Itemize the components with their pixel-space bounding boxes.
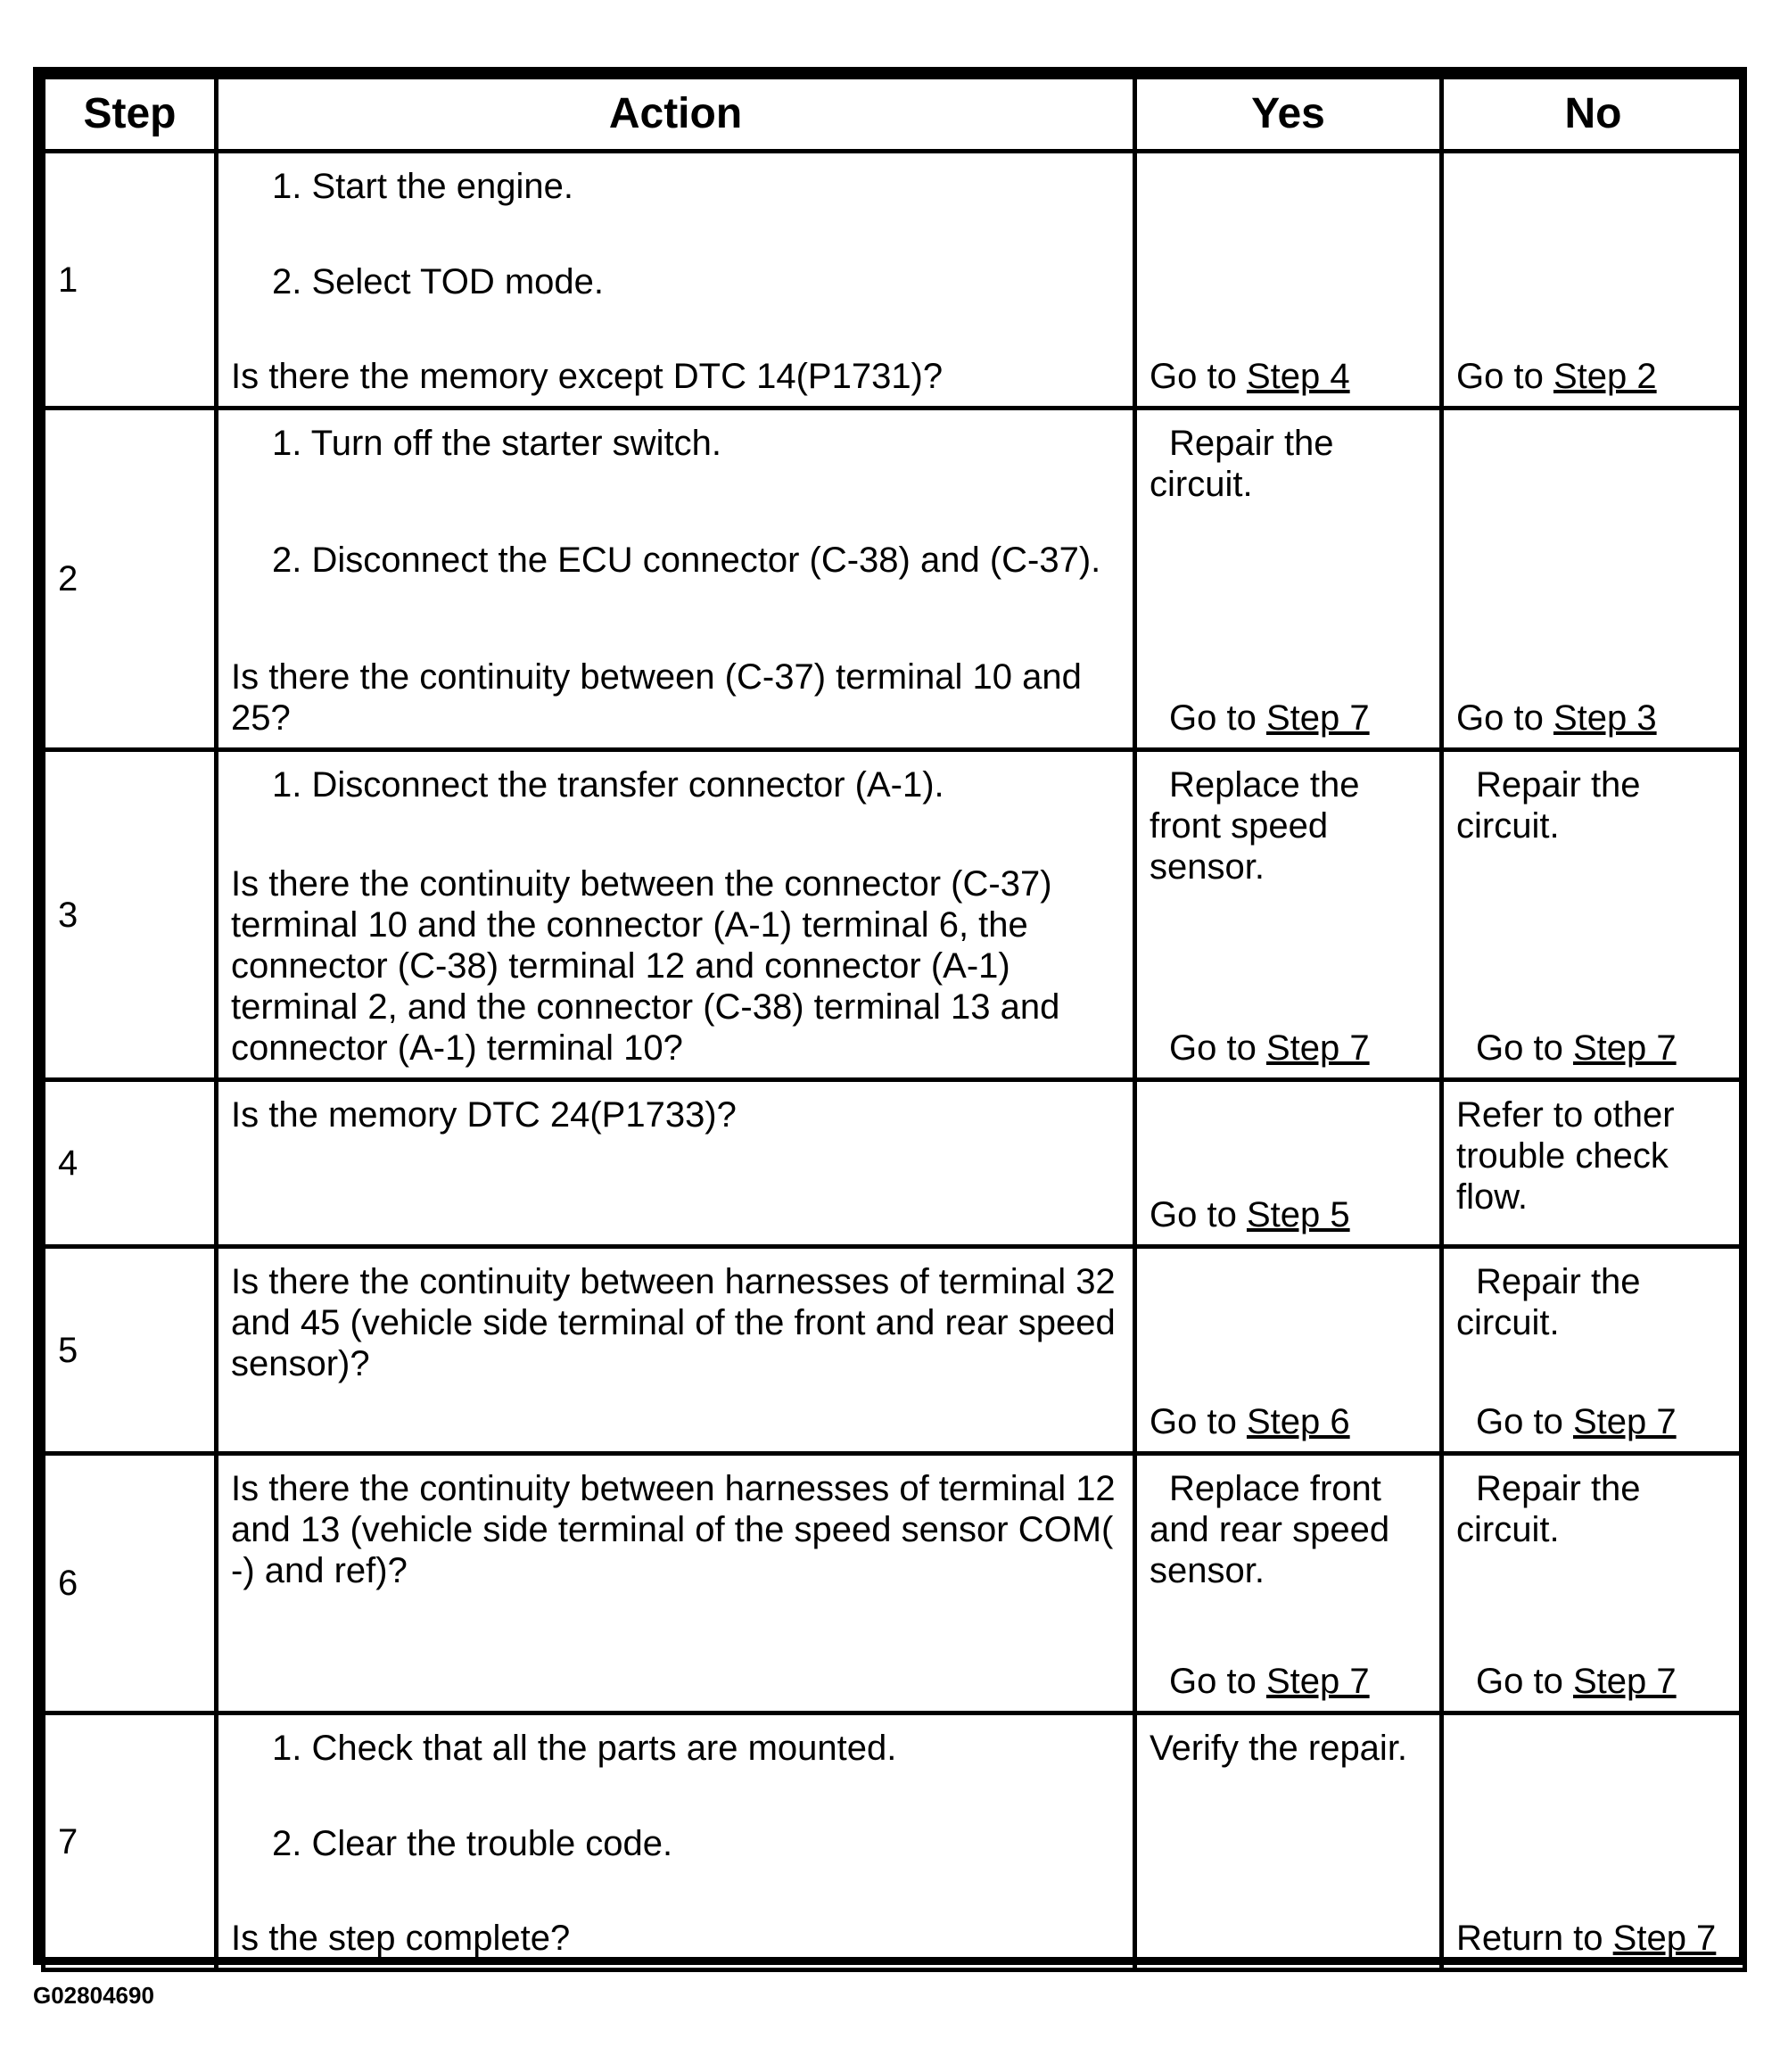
yes-goto [1150,356,1427,397]
step-cell [44,750,217,1080]
step-number: 4 [58,1143,78,1183]
step-number: 2 [58,559,78,598]
step-link[interactable]: Step 2 [1553,357,1657,396]
action-cell [217,409,1135,750]
action-substep: 2. Select TOD mode. [272,261,605,301]
step-link[interactable]: Step 4 [1246,357,1350,396]
step-link[interactable]: Step 3 [1553,698,1657,738]
action-substep: 1. Turn off the starter switch. [272,424,721,463]
step-cell [44,1080,217,1247]
table-row [44,152,1745,409]
yes-cell [1135,409,1442,750]
action-cell [217,750,1135,1080]
yes-cell [1135,1713,1442,1970]
step-number: 5 [58,1330,78,1370]
header-step: Step [44,78,217,152]
goto-prefix: Go to [1169,1028,1257,1068]
action-question: Is there the continuity between the connector (C-37) terminal 10 and the connector (A-1) terminal 6, the connector (C-38) terminal 12 and connector (A-1) terminal 2, and the connector (C-38) terminal 13 and connector (A-1) terminal 10? [231,864,1060,1068]
header-row [44,78,1745,152]
header-no: No [1442,78,1745,152]
goto-prefix: Go to [1456,698,1544,738]
yes-result-text: Verify the repair. [1150,1729,1408,1768]
no-result-text: Repair the circuit. [1456,765,1641,846]
yes-cell [1135,152,1442,409]
no-result-text: Refer to other trouble check flow. [1456,1095,1675,1217]
goto-prefix: Go to [1150,1195,1237,1234]
yes-cell [1135,1454,1442,1713]
goto-prefix: Go to [1169,698,1257,738]
goto-prefix: Go to [1476,1662,1563,1701]
no-goto [1456,1401,1730,1442]
action-question: Is there the memory except DTC 14(P1731)? [231,357,944,396]
action-cell [217,1247,1135,1454]
no-goto [1456,1918,1730,1959]
no-goto [1456,1661,1730,1702]
yes-goto [1150,1401,1427,1442]
diagnostic-table-frame [33,67,1747,1965]
yes-goto [1150,698,1427,739]
goto-prefix: Go to [1150,357,1237,396]
step-link[interactable]: Step 5 [1246,1195,1350,1234]
no-cell [1442,1713,1745,1970]
action-question: Is the memory DTC 24(P1733)? [231,1095,737,1135]
yes-cell [1135,1080,1442,1247]
action-substep: 2. Disconnect the ECU connector (C-38) and (C-37). [272,541,1101,580]
no-cell [1442,1454,1745,1713]
action-question: Is there the continuity between harnesses of terminal 12 and 13 (vehicle side terminal of the speed sensor COM( -) and ref)? [231,1469,1116,1590]
table-row [44,750,1745,1080]
step-cell [44,1247,217,1454]
yes-result-text: Replace front and rear speed sensor. [1150,1469,1390,1590]
action-cell [217,1454,1135,1713]
no-result-text: Repair the circuit. [1456,1469,1641,1549]
table-row [44,1713,1745,1970]
table-row [44,409,1745,750]
no-cell [1442,750,1745,1080]
step-link[interactable]: Step 7 [1572,1662,1677,1701]
step-number: 3 [58,895,78,935]
table-row [44,1247,1745,1454]
action-cell [217,152,1135,409]
step-cell [44,1713,217,1970]
action-question: Is there the continuity between (C-37) terminal 10 and 25? [231,657,1082,738]
step-cell [44,409,217,750]
figure-code: G02804690 [33,1982,154,2009]
no-cell [1442,1247,1745,1454]
yes-result-text: Repair the circuit. [1150,424,1334,504]
yes-result-text: Replace the front speed sensor. [1150,765,1360,887]
step-link[interactable]: Step 6 [1246,1402,1350,1441]
action-substep: 1. Start the engine. [272,167,574,206]
yes-cell [1135,1247,1442,1454]
no-result-text: Repair the circuit. [1456,1262,1641,1342]
goto-prefix: Go to [1476,1402,1563,1441]
no-cell [1442,409,1745,750]
table-row [44,1080,1745,1247]
step-number: 7 [58,1821,78,1861]
no-goto [1456,1028,1730,1069]
yes-goto [1150,1661,1427,1702]
action-substep: 1. Check that all the parts are mounted. [272,1729,897,1768]
table-row [44,1454,1745,1713]
step-link[interactable]: Step 7 [1265,1028,1370,1068]
step-link[interactable]: Step 7 [1265,1662,1370,1701]
no-cell [1442,1080,1745,1247]
step-link[interactable]: Step 7 [1572,1402,1677,1441]
yes-cell [1135,750,1442,1080]
goto-prefix: Return to [1456,1919,1603,1958]
action-substep: 1. Disconnect the transfer connector (A-1). [272,765,944,805]
step-number: 6 [58,1564,78,1603]
step-number: 1 [58,260,78,300]
goto-prefix: Go to [1456,357,1544,396]
step-link[interactable]: Step 7 [1612,1919,1717,1958]
action-substep: 2. Clear the trouble code. [272,1823,673,1863]
action-cell [217,1713,1135,1970]
action-cell [217,1080,1135,1247]
step-cell [44,1454,217,1713]
no-cell [1442,152,1745,409]
no-goto [1456,698,1730,739]
step-link[interactable]: Step 7 [1572,1028,1677,1068]
yes-goto [1150,1194,1427,1235]
goto-prefix: Go to [1150,1402,1237,1441]
no-goto [1456,356,1730,397]
goto-prefix: Go to [1169,1662,1257,1701]
step-cell [44,152,217,409]
header-action: Action [217,78,1135,152]
action-question: Is the step complete? [231,1919,571,1958]
goto-prefix: Go to [1476,1028,1563,1068]
diagnostic-table [41,75,1747,1972]
step-link[interactable]: Step 7 [1265,698,1370,738]
action-question: Is there the continuity between harnesses of terminal 32 and 45 (vehicle side terminal of the front and rear speed sensor)? [231,1262,1116,1383]
header-yes: Yes [1135,78,1442,152]
yes-goto [1150,1028,1427,1069]
